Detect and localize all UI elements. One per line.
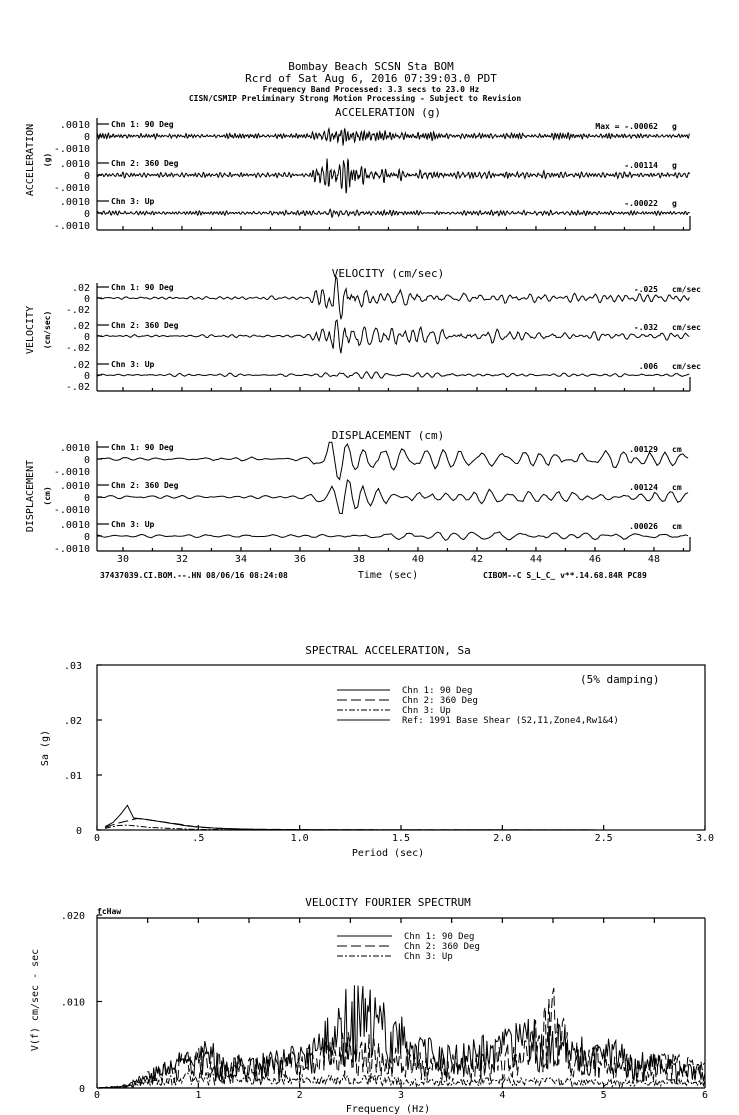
x-tick-label: 32 bbox=[175, 554, 188, 565]
y-tick-label: -.0010 bbox=[53, 505, 90, 516]
chart-title: SPECTRAL ACCELERATION, Sa bbox=[305, 644, 471, 657]
x-tick-label: 2 bbox=[296, 1090, 303, 1101]
record-title: Rcrd of Sat Aug 6, 2016 07:39:03.0 PDT bbox=[245, 72, 497, 85]
y-tick-label: 0 bbox=[83, 493, 90, 504]
y-tick-label: .02 bbox=[71, 360, 90, 371]
y-tick-label: -.02 bbox=[65, 305, 90, 316]
x-tick-label: 48 bbox=[647, 554, 660, 565]
channel-2 bbox=[54, 480, 688, 516]
x-tick-label: 4 bbox=[499, 1090, 506, 1101]
x-tick-label: 40 bbox=[411, 554, 424, 565]
x-tick-label: 30 bbox=[116, 554, 129, 565]
waveform-trace bbox=[97, 532, 688, 541]
channel-label: Chn 1: 90 Deg bbox=[111, 283, 174, 292]
y-tick-label: 0 bbox=[83, 455, 90, 466]
x-tick-label: 2.0 bbox=[493, 833, 512, 844]
y-tick-label: -.02 bbox=[65, 343, 90, 354]
y-tick-label: 0 bbox=[83, 132, 90, 143]
y-tick-label: -.0010 bbox=[53, 467, 90, 478]
y-axis-label: DISPLACEMENT bbox=[25, 459, 36, 533]
channel-peak-value: -.00114 bbox=[624, 161, 658, 170]
legend-entry: Chn 1: 90 Deg bbox=[404, 932, 475, 942]
legend-entry: Chn 3: Up bbox=[402, 706, 451, 716]
y-tick-label: .020 bbox=[60, 911, 85, 922]
x-tick-label: 0 bbox=[93, 833, 101, 844]
channel-label: Chn 3: Up bbox=[111, 520, 155, 529]
channel-peak-value: .006 bbox=[638, 362, 658, 371]
channel-3 bbox=[54, 520, 688, 555]
waveform-trace bbox=[97, 209, 690, 217]
x-axis-label: Frequency (Hz) bbox=[345, 1104, 431, 1115]
y-tick-label: .0010 bbox=[59, 159, 90, 170]
channel-label: Chn 3: Up bbox=[111, 360, 155, 369]
waveform-trace bbox=[97, 159, 690, 194]
processing-subtitle: CISN/CSMIP Preliminary Strong Motion Processing - Subject to Revision bbox=[188, 94, 522, 103]
spectrum-series-2 bbox=[105, 819, 705, 831]
x-tick-label: .5 bbox=[192, 833, 205, 844]
channel-label: Chn 3: Up bbox=[111, 197, 155, 206]
legend-entry: Ref: 1991 Base Shear (S2,I1,Zone4,Rw1&4) bbox=[402, 716, 619, 726]
x-tick-label: 1 bbox=[195, 1090, 202, 1101]
y-tick-label: 0 bbox=[83, 209, 90, 220]
y-axis-unit: (cm) bbox=[43, 486, 52, 506]
y-axis-unit: (g) bbox=[43, 152, 52, 168]
channel-peak-unit: cm/sec bbox=[672, 323, 701, 332]
legend-entry: Chn 3: Up bbox=[404, 952, 453, 962]
time-axis-label: Time (sec) bbox=[357, 570, 419, 581]
channel-2 bbox=[54, 159, 690, 194]
channel-3 bbox=[54, 197, 690, 232]
y-tick-label: -.0010 bbox=[53, 144, 90, 155]
y-tick-label: .0010 bbox=[59, 197, 90, 208]
x-tick-label: 3 bbox=[397, 1090, 405, 1101]
y-tick-label: 0 bbox=[75, 826, 82, 837]
x-tick-label: 34 bbox=[234, 554, 247, 565]
time-series-panel-1 bbox=[25, 106, 690, 232]
x-tick-label: 3.0 bbox=[695, 833, 715, 844]
channel-peak-value: .00026 bbox=[629, 522, 658, 531]
channel-3 bbox=[66, 360, 701, 393]
x-tick-label: 46 bbox=[588, 554, 601, 565]
y-tick-label: .02 bbox=[71, 283, 90, 294]
channel-label: Chn 1: 90 Deg bbox=[111, 120, 174, 129]
legend-entry: Chn 2: 360 Deg bbox=[404, 942, 480, 952]
processing-code: CIBOM--C S_L_C_ v**.14.68.84R PC89 bbox=[483, 571, 647, 580]
y-tick-label: .02 bbox=[71, 321, 90, 332]
y-tick-label: .0010 bbox=[59, 120, 90, 131]
y-tick-label: 0 bbox=[83, 371, 90, 382]
y-tick-label: 0 bbox=[83, 532, 90, 543]
velocity-fourier-spectrum-chart bbox=[30, 896, 708, 1115]
channel-peak-unit: cm bbox=[672, 522, 682, 531]
x-tick-label: 2.5 bbox=[594, 833, 613, 844]
channel-peak-value: Max = -.00062 bbox=[595, 122, 658, 131]
channel-1 bbox=[54, 120, 690, 155]
y-axis-unit: (cm/sec) bbox=[43, 310, 52, 350]
waveform-trace bbox=[97, 442, 688, 479]
channel-2 bbox=[66, 320, 701, 354]
channel-peak-unit: cm/sec bbox=[672, 362, 701, 371]
plot-frame bbox=[97, 665, 705, 830]
y-tick-label: .02 bbox=[63, 716, 82, 727]
spectrum-series-3 bbox=[105, 825, 705, 830]
x-tick-label: 1.0 bbox=[290, 833, 309, 844]
y-tick-label: -.0010 bbox=[53, 221, 90, 232]
y-axis-label: VELOCITY bbox=[25, 305, 36, 355]
band-subtitle: Frequency Band Processed: 3.3 secs to 23.0 Hz bbox=[262, 85, 480, 94]
channel-1 bbox=[54, 442, 688, 479]
channel-label: Chn 2: 360 Deg bbox=[111, 159, 179, 168]
fourier-series-2 bbox=[99, 988, 705, 1088]
y-tick-label: -.02 bbox=[65, 382, 90, 393]
y-tick-label: 0 bbox=[83, 294, 90, 305]
x-tick-label: 38 bbox=[352, 554, 365, 565]
y-tick-label: .0010 bbox=[59, 520, 90, 531]
waveform-trace bbox=[97, 480, 688, 514]
panel-title: DISPLACEMENT (cm) bbox=[331, 429, 445, 442]
x-tick-label: 5 bbox=[600, 1090, 607, 1101]
waveform-trace bbox=[97, 277, 689, 320]
x-tick-label: 42 bbox=[470, 554, 483, 565]
channel-peak-unit: g bbox=[672, 122, 677, 131]
channel-peak-value: -.025 bbox=[633, 285, 658, 294]
plots-group bbox=[25, 106, 714, 1115]
y-axis-label: V(f) cm/sec - sec bbox=[30, 948, 41, 1052]
y-tick-label: 0 bbox=[83, 171, 90, 182]
y-tick-label: .0010 bbox=[59, 443, 90, 454]
channel-peak-unit: g bbox=[672, 199, 677, 208]
channel-peak-unit: cm bbox=[672, 483, 682, 492]
waveform-trace bbox=[97, 129, 690, 146]
channel-peak-value: -.032 bbox=[633, 323, 658, 332]
channel-peak-value: .00124 bbox=[629, 483, 658, 492]
channel-label: Chn 1: 90 Deg bbox=[111, 443, 174, 452]
damping-note: (5% damping) bbox=[580, 673, 660, 686]
y-axis-label: Sa (g) bbox=[40, 729, 51, 767]
legend-entry: Chn 1: 90 Deg bbox=[402, 686, 473, 696]
y-tick-label: -.0010 bbox=[53, 544, 90, 555]
channel-label: Chn 2: 360 Deg bbox=[111, 321, 179, 330]
y-tick-label: .010 bbox=[60, 997, 85, 1009]
channel-1 bbox=[66, 277, 701, 320]
panel-title: VELOCITY (cm/sec) bbox=[331, 267, 445, 280]
waveform-trace bbox=[97, 372, 689, 379]
y-tick-label: 0 bbox=[78, 1084, 85, 1095]
channel-peak-unit: cm bbox=[672, 445, 682, 454]
panel-title: ACCELERATION (g) bbox=[335, 106, 441, 119]
waveform-trace bbox=[97, 320, 689, 353]
channel-peak-value: -.00022 bbox=[624, 199, 658, 208]
x-tick-label: 6 bbox=[701, 1090, 709, 1101]
corner-label: fcHaw bbox=[97, 907, 122, 916]
y-tick-label: 0 bbox=[83, 332, 90, 343]
station-title: Bombay Beach SCSN Sta BOM bbox=[288, 60, 454, 73]
y-tick-label: -.0010 bbox=[53, 183, 90, 194]
x-tick-label: 1.5 bbox=[391, 833, 411, 844]
legend-entry: Chn 2: 360 Deg bbox=[402, 696, 478, 706]
chart-title: VELOCITY FOURIER SPECTRUM bbox=[305, 896, 471, 909]
x-tick-label: 36 bbox=[293, 554, 306, 565]
y-tick-label: .03 bbox=[63, 661, 82, 672]
y-axis-label: ACCELERATION bbox=[25, 123, 36, 197]
x-tick-label: 0 bbox=[93, 1090, 101, 1101]
time-series-panel-2 bbox=[25, 267, 701, 393]
channel-peak-value: .00129 bbox=[629, 445, 658, 454]
y-tick-label: .0010 bbox=[59, 481, 90, 492]
record-id: 37437039.CI.BOM.--.HN 08/06/16 08:24:08 bbox=[100, 571, 288, 580]
y-tick-label: .01 bbox=[63, 771, 82, 782]
spectral-acceleration-chart bbox=[40, 644, 714, 859]
x-axis-label: Period (sec) bbox=[351, 848, 425, 859]
channel-peak-unit: cm/sec bbox=[672, 285, 701, 294]
channel-peak-unit: g bbox=[672, 161, 677, 170]
channel-label: Chn 2: 360 Deg bbox=[111, 481, 179, 490]
x-tick-label: 44 bbox=[529, 554, 542, 565]
time-series-panel-3 bbox=[25, 429, 690, 565]
